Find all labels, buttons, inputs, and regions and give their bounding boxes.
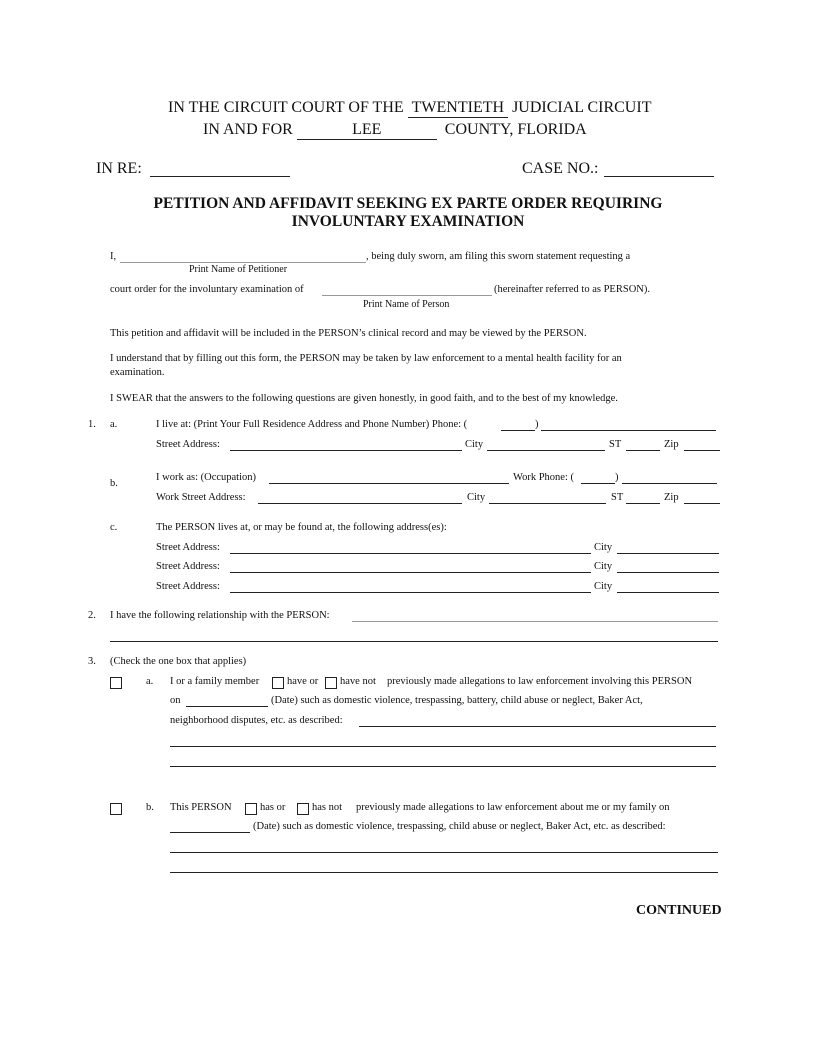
q3b-checkbox[interactable] <box>110 803 122 815</box>
q1c-street-1-field[interactable] <box>230 553 591 554</box>
q1-number: 1. <box>88 419 96 430</box>
petitioner-name-field[interactable] <box>120 262 366 263</box>
q3a-on-label: on <box>170 695 181 706</box>
q1b-label: b. <box>110 478 118 489</box>
q1c-text: The PERSON lives at, or may be found at, the following address(es): <box>156 522 447 533</box>
q3a-line-2: (Date) such as domestic violence, trespassing, battery, child abuse or neglect, Baker Act, <box>271 695 643 706</box>
q1c-city-1-field[interactable] <box>617 553 719 554</box>
q3a-have-not-checkbox[interactable] <box>325 677 337 689</box>
q1b-work-phone-label: Work Phone: ( <box>513 472 574 483</box>
q2-number: 2. <box>88 610 96 621</box>
q1b-area-code-field[interactable] <box>581 483 615 484</box>
q1c-street-3-label: Street Address: <box>156 581 220 592</box>
q1b-st-label: ST <box>611 492 624 503</box>
q1a-st-label: ST <box>609 439 622 450</box>
law-enforcement-notice-2: examination. <box>110 367 165 378</box>
q1a-phone-field[interactable] <box>541 430 716 431</box>
q1c-city-2-field[interactable] <box>617 572 719 573</box>
in-re-label: IN RE: <box>96 160 142 177</box>
county-field[interactable]: LEE <box>297 121 437 140</box>
record-notice: This petition and affidavit will be included in the PERSON’s clinical record and may be viewed by the PERSON. <box>110 328 587 339</box>
q1a-paren-close: ) <box>535 419 539 430</box>
q1c-street-2-label: Street Address: <box>156 561 220 572</box>
person-name-field[interactable] <box>322 295 492 296</box>
case-no-label: CASE NO.: <box>522 160 599 177</box>
i-label: I, <box>110 251 117 262</box>
q1b-zip-field[interactable] <box>684 503 720 504</box>
q1c-street-1-label: Street Address: <box>156 542 220 553</box>
sworn-text: , being duly sworn, am filing this sworn statement requesting a <box>366 251 631 262</box>
court-line-1-prefix: IN THE CIRCUIT COURT OF THE <box>168 99 404 116</box>
q3a-prefix: I or a family member <box>170 676 260 687</box>
q1a-label: a. <box>110 419 118 430</box>
q1c-city-1-label: City <box>594 542 613 553</box>
q1b-city-field[interactable] <box>489 503 606 504</box>
q3a-suffix: previously made allegations to law enforcement involving this PERSON <box>387 676 693 687</box>
q3a-have-label: have or <box>287 676 319 687</box>
q3a-date-field[interactable] <box>186 706 268 707</box>
q1c-street-3-field[interactable] <box>230 592 591 593</box>
hereinafter-text: (hereinafter referred to as PERSON). <box>494 284 650 295</box>
q1a-st-field[interactable] <box>626 450 660 451</box>
q3b-date-field[interactable] <box>170 832 250 833</box>
q1b-paren-close: ) <box>615 472 619 483</box>
print-person-caption: Print Name of Person <box>363 299 450 310</box>
q2-text: I have the following relationship with the PERSON: <box>110 610 330 621</box>
q1b-city-label: City <box>467 492 486 503</box>
page-title-line-1: PETITION AND AFFIDAVIT SEEKING EX PARTE ORDER REQUIRING <box>153 195 663 212</box>
q1a-street-label: Street Address: <box>156 439 220 450</box>
q3b-has-not-label: has not <box>312 802 343 813</box>
court-order-text: court order for the involuntary examination of <box>110 284 304 295</box>
q2-relationship-line-2[interactable] <box>110 641 718 642</box>
q3b-has-not-checkbox[interactable] <box>297 803 309 815</box>
q3b-description-line-2[interactable] <box>170 872 718 873</box>
q1b-occupation-field[interactable] <box>269 483 509 484</box>
q3a-description-field[interactable] <box>359 726 716 727</box>
continued-label: CONTINUED <box>636 903 722 918</box>
q3b-description-line-1[interactable] <box>170 852 718 853</box>
q3a-line-3: neighborhood disputes, etc. as described: <box>170 715 343 726</box>
q3-instruction: (Check the one box that applies) <box>110 656 247 667</box>
q1a-zip-label: Zip <box>664 439 679 450</box>
circuit-field[interactable]: TWENTIETH <box>408 99 508 118</box>
q1a-area-code-field[interactable] <box>501 430 535 431</box>
q3-number: 3. <box>88 656 96 667</box>
q3b-label: b. <box>146 802 154 813</box>
q3b-has-checkbox[interactable] <box>245 803 257 815</box>
q1c-street-2-field[interactable] <box>230 572 591 573</box>
q3a-checkbox[interactable] <box>110 677 122 689</box>
q1c-city-3-field[interactable] <box>617 592 719 593</box>
q2-relationship-field[interactable] <box>352 621 718 622</box>
page-title-line-2: INVOLUNTARY EXAMINATION <box>291 213 525 230</box>
q1a-street-field[interactable] <box>230 450 462 451</box>
law-enforcement-notice-1: I understand that by filling out this form, the PERSON may be taken by law enforcement to a mental health facility for an <box>110 353 622 364</box>
q1c-city-2-label: City <box>594 561 613 572</box>
q3a-description-line-3[interactable] <box>170 766 716 767</box>
in-re-field[interactable] <box>150 176 290 177</box>
q1a-zip-field[interactable] <box>684 450 720 451</box>
q1b-work-street-label: Work Street Address: <box>156 492 246 503</box>
q1a-city-label: City <box>465 439 484 450</box>
q1b-phone-field[interactable] <box>622 483 717 484</box>
q3a-have-not-label: have not <box>340 676 376 687</box>
case-no-field[interactable] <box>604 176 714 177</box>
q3b-prefix: This PERSON <box>170 802 232 813</box>
print-petitioner-caption: Print Name of Petitioner <box>189 264 288 275</box>
q1b-text: I work as: (Occupation) <box>156 472 257 483</box>
court-line-2-suffix: COUNTY, FLORIDA <box>444 121 587 138</box>
q1c-city-3-label: City <box>594 581 613 592</box>
q3b-suffix: previously made allegations to law enforcement about me or my family on <box>356 802 670 813</box>
q1b-zip-label: Zip <box>664 492 679 503</box>
q3a-have-checkbox[interactable] <box>272 677 284 689</box>
court-line-1-suffix: JUDICIAL CIRCUIT <box>512 99 652 116</box>
q1a-text: I live at: (Print Your Full Residence Address and Phone Number) Phone: ( <box>156 419 468 430</box>
swear-statement: I SWEAR that the answers to the following questions are given honestly, in good faith, and to the best of my knowledge. <box>110 393 618 404</box>
q3a-description-line-2[interactable] <box>170 746 716 747</box>
q1a-city-field[interactable] <box>487 450 605 451</box>
q1b-work-street-field[interactable] <box>258 503 462 504</box>
court-line-2-prefix: IN AND FOR <box>203 121 293 138</box>
court-line-2 <box>203 121 587 140</box>
q1c-label: c. <box>110 522 118 533</box>
court-line-1 <box>168 99 651 118</box>
q3a-label: a. <box>146 676 154 687</box>
q3b-line-2: (Date) such as domestic violence, trespassing, child abuse or neglect, Baker Act, etc. as described: <box>253 821 666 832</box>
q1b-st-field[interactable] <box>626 503 660 504</box>
q3b-has-label: has or <box>260 802 286 813</box>
